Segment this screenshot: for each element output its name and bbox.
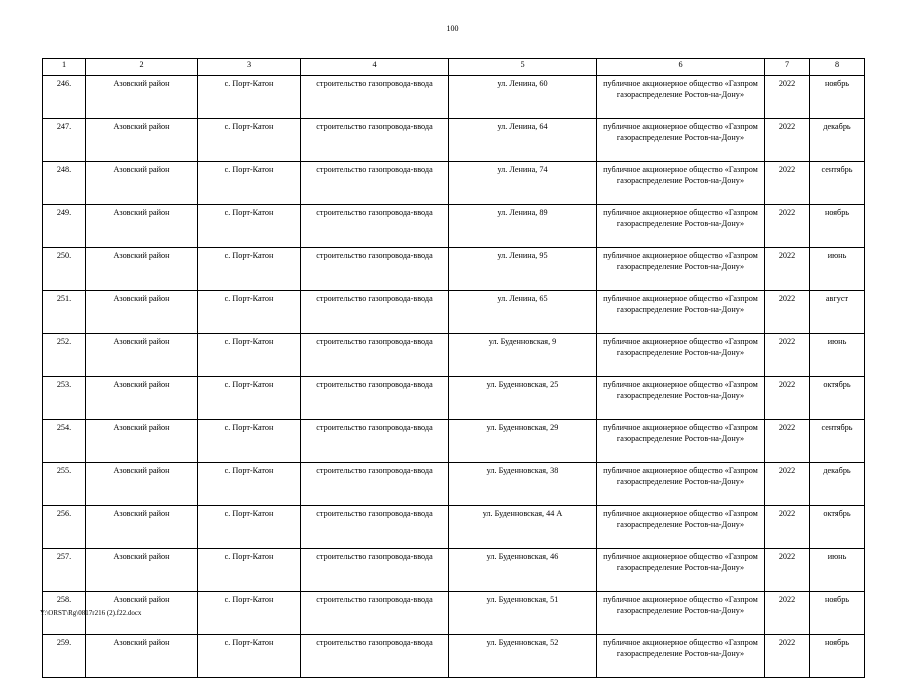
cell-address: ул. Буденновская, 9: [449, 334, 597, 377]
cell-district: Азовский район: [86, 506, 198, 549]
cell-organization: публичное акционерное общество «Газпром газораспределение Ростов-на-Дону»: [597, 420, 765, 463]
cell-address: ул. Буденновская, 44 А: [449, 506, 597, 549]
cell-organization: публичное акционерное общество «Газпром газораспределение Ростов-на-Дону»: [597, 291, 765, 334]
cell-year: 2022: [765, 377, 810, 420]
cell-year: 2022: [765, 291, 810, 334]
cell-organization: публичное акционерное общество «Газпром газораспределение Ростов-на-Дону»: [597, 549, 765, 592]
table-row: [43, 334, 865, 377]
cell-number: 253.: [43, 377, 86, 420]
table-row: [43, 635, 865, 678]
column-header: 7: [765, 59, 810, 76]
cell-settlement: с. Порт-Катон: [198, 377, 301, 420]
cell-month: ноябрь: [810, 592, 865, 635]
cell-month: июнь: [810, 549, 865, 592]
cell-organization: публичное акционерное общество «Газпром газораспределение Ростов-на-Дону»: [597, 635, 765, 678]
cell-address: ул. Буденновская, 51: [449, 592, 597, 635]
cell-year: 2022: [765, 76, 810, 119]
cell-year: 2022: [765, 592, 810, 635]
cell-work: строительство газопровода-ввода: [301, 420, 449, 463]
cell-year: 2022: [765, 506, 810, 549]
cell-number: 251.: [43, 291, 86, 334]
table-row: [43, 162, 865, 205]
column-header: 3: [198, 59, 301, 76]
table-row: [43, 248, 865, 291]
cell-month: октябрь: [810, 377, 865, 420]
cell-work: строительство газопровода-ввода: [301, 506, 449, 549]
cell-work: строительство газопровода-ввода: [301, 549, 449, 592]
cell-month: сентябрь: [810, 162, 865, 205]
cell-settlement: с. Порт-Катон: [198, 76, 301, 119]
table-row: [43, 592, 865, 635]
cell-district: Азовский район: [86, 248, 198, 291]
cell-organization: публичное акционерное общество «Газпром газораспределение Ростов-на-Дону»: [597, 463, 765, 506]
cell-month: июнь: [810, 248, 865, 291]
cell-year: 2022: [765, 248, 810, 291]
cell-number: 252.: [43, 334, 86, 377]
cell-month: декабрь: [810, 463, 865, 506]
cell-year: 2022: [765, 549, 810, 592]
column-header: 6: [597, 59, 765, 76]
cell-work: строительство газопровода-ввода: [301, 162, 449, 205]
table-row: [43, 76, 865, 119]
table-row: [43, 463, 865, 506]
cell-settlement: с. Порт-Катон: [198, 463, 301, 506]
cell-address: ул. Ленина, 74: [449, 162, 597, 205]
table-row: [43, 119, 865, 162]
cell-address: ул. Ленина, 95: [449, 248, 597, 291]
cell-work: строительство газопровода-ввода: [301, 635, 449, 678]
cell-address: ул. Буденновская, 25: [449, 377, 597, 420]
cell-number: 249.: [43, 205, 86, 248]
table-body: [43, 59, 865, 678]
cell-district: Азовский район: [86, 205, 198, 248]
cell-district: Азовский район: [86, 635, 198, 678]
cell-settlement: с. Порт-Катон: [198, 119, 301, 162]
cell-address: ул. Буденновская, 38: [449, 463, 597, 506]
cell-district: Азовский район: [86, 291, 198, 334]
cell-district: Азовский район: [86, 334, 198, 377]
cell-district: Азовский район: [86, 549, 198, 592]
cell-number: 248.: [43, 162, 86, 205]
cell-address: ул. Буденновская, 29: [449, 420, 597, 463]
cell-work: строительство газопровода-ввода: [301, 248, 449, 291]
cell-month: декабрь: [810, 119, 865, 162]
cell-year: 2022: [765, 162, 810, 205]
cell-year: 2022: [765, 119, 810, 162]
column-header: 2: [86, 59, 198, 76]
table-header-row: [43, 59, 865, 76]
cell-work: строительство газопровода-ввода: [301, 205, 449, 248]
cell-work: строительство газопровода-ввода: [301, 592, 449, 635]
table-row: [43, 377, 865, 420]
cell-year: 2022: [765, 334, 810, 377]
cell-organization: публичное акционерное общество «Газпром газораспределение Ростов-на-Дону»: [597, 205, 765, 248]
cell-number: 255.: [43, 463, 86, 506]
cell-district: Азовский район: [86, 76, 198, 119]
cell-work: строительство газопровода-ввода: [301, 463, 449, 506]
cell-month: ноябрь: [810, 76, 865, 119]
cell-organization: публичное акционерное общество «Газпром газораспределение Ростов-на-Дону»: [597, 377, 765, 420]
cell-work: строительство газопровода-ввода: [301, 334, 449, 377]
cell-district: Азовский район: [86, 377, 198, 420]
column-header: 5: [449, 59, 597, 76]
cell-district: Азовский район: [86, 420, 198, 463]
cell-address: ул. Ленина, 89: [449, 205, 597, 248]
cell-work: строительство газопровода-ввода: [301, 291, 449, 334]
cell-number: 250.: [43, 248, 86, 291]
gasification-table: [42, 58, 865, 678]
cell-year: 2022: [765, 463, 810, 506]
cell-settlement: с. Порт-Катон: [198, 291, 301, 334]
cell-number: 247.: [43, 119, 86, 162]
page-number: 100: [446, 24, 459, 33]
cell-settlement: с. Порт-Катон: [198, 248, 301, 291]
cell-number: 259.: [43, 635, 86, 678]
table-row: [43, 506, 865, 549]
cell-settlement: с. Порт-Катон: [198, 205, 301, 248]
cell-settlement: с. Порт-Катон: [198, 162, 301, 205]
cell-number: 254.: [43, 420, 86, 463]
cell-number: 258.: [43, 592, 86, 635]
cell-organization: публичное акционерное общество «Газпром газораспределение Ростов-на-Дону»: [597, 76, 765, 119]
cell-settlement: с. Порт-Катон: [198, 635, 301, 678]
gasification-table-container: [42, 58, 864, 678]
cell-settlement: с. Порт-Катон: [198, 420, 301, 463]
table-row: [43, 291, 865, 334]
cell-address: ул. Ленина, 65: [449, 291, 597, 334]
cell-district: Азовский район: [86, 592, 198, 635]
cell-month: ноябрь: [810, 205, 865, 248]
cell-address: ул. Буденновская, 52: [449, 635, 597, 678]
table-row: [43, 420, 865, 463]
cell-settlement: с. Порт-Катон: [198, 592, 301, 635]
cell-month: ноябрь: [810, 635, 865, 678]
cell-district: Азовский район: [86, 162, 198, 205]
cell-work: строительство газопровода-ввода: [301, 76, 449, 119]
table-row: [43, 549, 865, 592]
cell-settlement: с. Порт-Катон: [198, 549, 301, 592]
cell-year: 2022: [765, 205, 810, 248]
cell-number: 257.: [43, 549, 86, 592]
table-row: [43, 205, 865, 248]
column-header: 4: [301, 59, 449, 76]
cell-month: сентябрь: [810, 420, 865, 463]
cell-month: октябрь: [810, 506, 865, 549]
cell-month: июнь: [810, 334, 865, 377]
cell-number: 256.: [43, 506, 86, 549]
cell-month: август: [810, 291, 865, 334]
cell-address: ул. Ленина, 64: [449, 119, 597, 162]
cell-settlement: с. Порт-Катон: [198, 334, 301, 377]
cell-organization: публичное акционерное общество «Газпром газораспределение Ростов-на-Дону»: [597, 119, 765, 162]
cell-settlement: с. Порт-Катон: [198, 506, 301, 549]
cell-year: 2022: [765, 420, 810, 463]
column-header: 8: [810, 59, 865, 76]
cell-address: ул. Ленина, 60: [449, 76, 597, 119]
cell-organization: публичное акционерное общество «Газпром газораспределение Ростов-на-Дону»: [597, 506, 765, 549]
column-header: 1: [43, 59, 86, 76]
cell-address: ул. Буденновская, 46: [449, 549, 597, 592]
cell-work: строительство газопровода-ввода: [301, 377, 449, 420]
footer-file-path: Y:\ORST\Rg\0817r216 (2).f22.docx: [40, 609, 142, 617]
cell-number: 246.: [43, 76, 86, 119]
cell-district: Азовский район: [86, 119, 198, 162]
cell-work: строительство газопровода-ввода: [301, 119, 449, 162]
cell-organization: публичное акционерное общество «Газпром газораспределение Ростов-на-Дону»: [597, 162, 765, 205]
cell-organization: публичное акционерное общество «Газпром газораспределение Ростов-на-Дону»: [597, 334, 765, 377]
cell-district: Азовский район: [86, 463, 198, 506]
cell-organization: публичное акционерное общество «Газпром газораспределение Ростов-на-Дону»: [597, 592, 765, 635]
cell-year: 2022: [765, 635, 810, 678]
cell-organization: публичное акционерное общество «Газпром газораспределение Ростов-на-Дону»: [597, 248, 765, 291]
